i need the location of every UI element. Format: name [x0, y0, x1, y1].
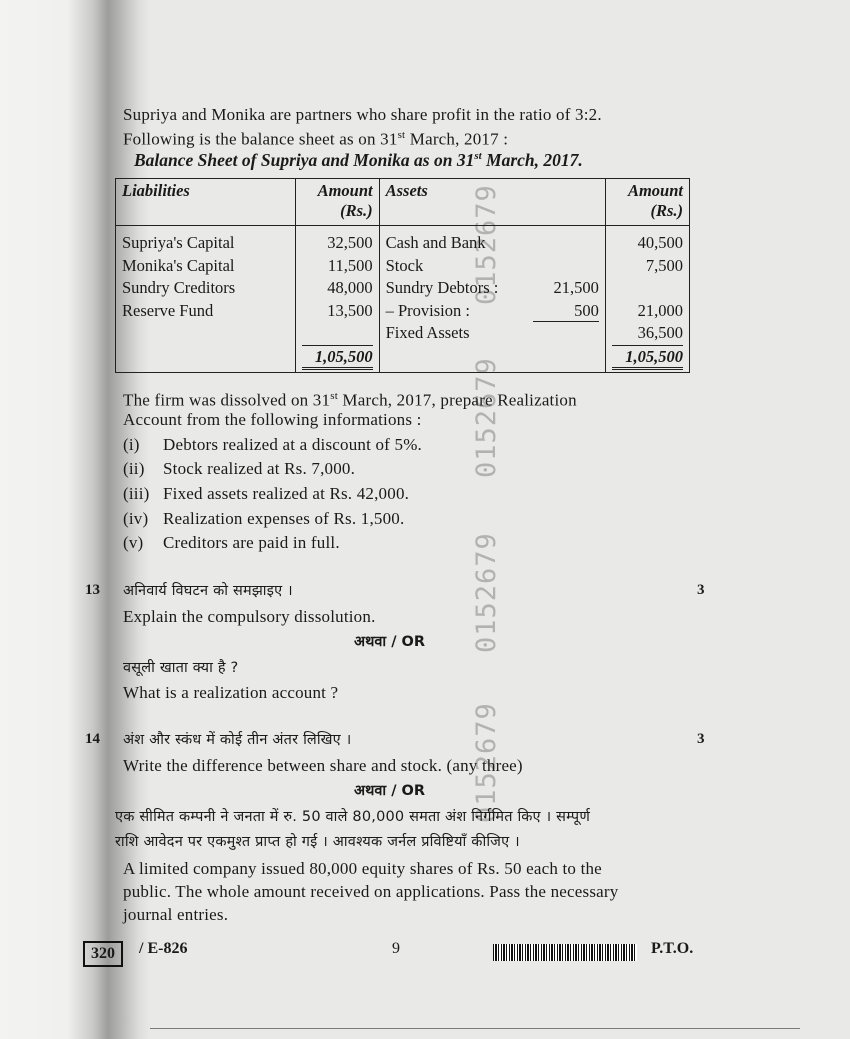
series-code: / E-826	[139, 940, 188, 957]
balance-sheet-title: Balance Sheet of Supriya and Monika as on 31st March, 2017.	[134, 150, 583, 170]
q14-hindi: अंश और स्कंध में कोई तीन अंतर लिखिए ।	[123, 732, 352, 748]
q12-item-4: (iv) Realization expenses of Rs. 1,500.	[123, 509, 405, 528]
pto-label: P.T.O.	[651, 940, 694, 957]
balance-sheet-table	[115, 178, 690, 373]
q12-item-5: (v) Creditors are paid in full.	[123, 533, 340, 552]
header-liabilities: Liabilities	[116, 179, 296, 226]
q13-number: 13	[85, 582, 100, 598]
q14-alt-hindi-2: राशि आवेदन पर एकमुश्त प्राप्त हो गई । आवश्यक जर्नल प्रविष्टियाँ कीजिए ।	[115, 834, 520, 850]
total-liabilities: 1,05,500	[302, 345, 373, 370]
header-amount-assets: Amount (Rs.)	[605, 179, 689, 226]
intro-line-2: Following is the balance sheet as on 31st March, 2017 :	[123, 129, 509, 149]
q14-marks: 3	[697, 731, 705, 747]
barcode	[493, 944, 637, 961]
q13-english: Explain the compulsory dissolution.	[123, 607, 376, 626]
watermark-1: 0152679	[471, 184, 502, 305]
q14-or: अथवा / OR	[354, 783, 426, 799]
liabilities-column: Supriya's Capital Monika's Capital Sundry Creditors Reserve Fund	[116, 226, 296, 373]
q14-number: 14	[85, 731, 100, 747]
header-amount-liabilities: Amount (Rs.)	[295, 179, 379, 226]
q14-alt-english-2: public. The whole amount received on applications. Pass the necessary	[123, 882, 619, 901]
total-assets: 1,05,500	[612, 345, 683, 370]
assets-column: Cash and Bank Stock Sundry Debtors : 21,500 – Provision : 500 Fixed Assets	[379, 226, 605, 373]
q12-line-1: The firm was dissolved on 31st March, 2017, prepare Realization	[123, 390, 577, 410]
liabilities-amount-column: 32,500 11,500 48,000 13,500 1,05,500	[295, 226, 379, 373]
watermark-3: 0152679	[471, 532, 502, 653]
q13-alt-hindi: वसूली खाता क्या है ?	[123, 660, 239, 676]
q13-marks: 3	[697, 582, 705, 598]
q13-or: अथवा / OR	[354, 634, 426, 650]
q12-item-1: (i) Debtors realized at a discount of 5%.	[123, 435, 423, 454]
q14-alt-hindi-1: एक सीमित कम्पनी ने जनता में रु. 50 वाले 80,000 समता अंश निर्गमित किए । सम्पूर्ण	[115, 809, 591, 825]
paper-code-box: 320	[83, 941, 123, 967]
q12-line-2: Account from the following informations :	[123, 410, 422, 429]
watermark-4: 0152679	[471, 702, 502, 823]
intro-line-1: Supriya and Monika are partners who share profit in the ratio of 3:2.	[123, 105, 602, 124]
q14-alt-english-1: A limited company issued 80,000 equity shares of Rs. 50 each to the	[123, 859, 602, 878]
header-assets: Assets	[379, 179, 605, 226]
assets-amount-column: 40,500 7,500 21,000 36,500 1,05,500	[605, 226, 689, 373]
q12-item-3: (iii) Fixed assets realized at Rs. 42,000.	[123, 484, 410, 503]
q13-alt-english: What is a realization account ?	[123, 683, 339, 702]
q13-hindi: अनिवार्य विघटन को समझाइए ।	[123, 583, 293, 599]
bottom-rule	[150, 1028, 800, 1029]
page-number: 9	[392, 940, 400, 957]
q12-item-2: (ii) Stock realized at Rs. 7,000.	[123, 459, 356, 478]
q14-alt-english-3: journal entries.	[123, 905, 229, 924]
q14-english: Write the difference between share and stock. (any three)	[123, 756, 523, 775]
watermark-2: 0152679	[471, 357, 502, 478]
